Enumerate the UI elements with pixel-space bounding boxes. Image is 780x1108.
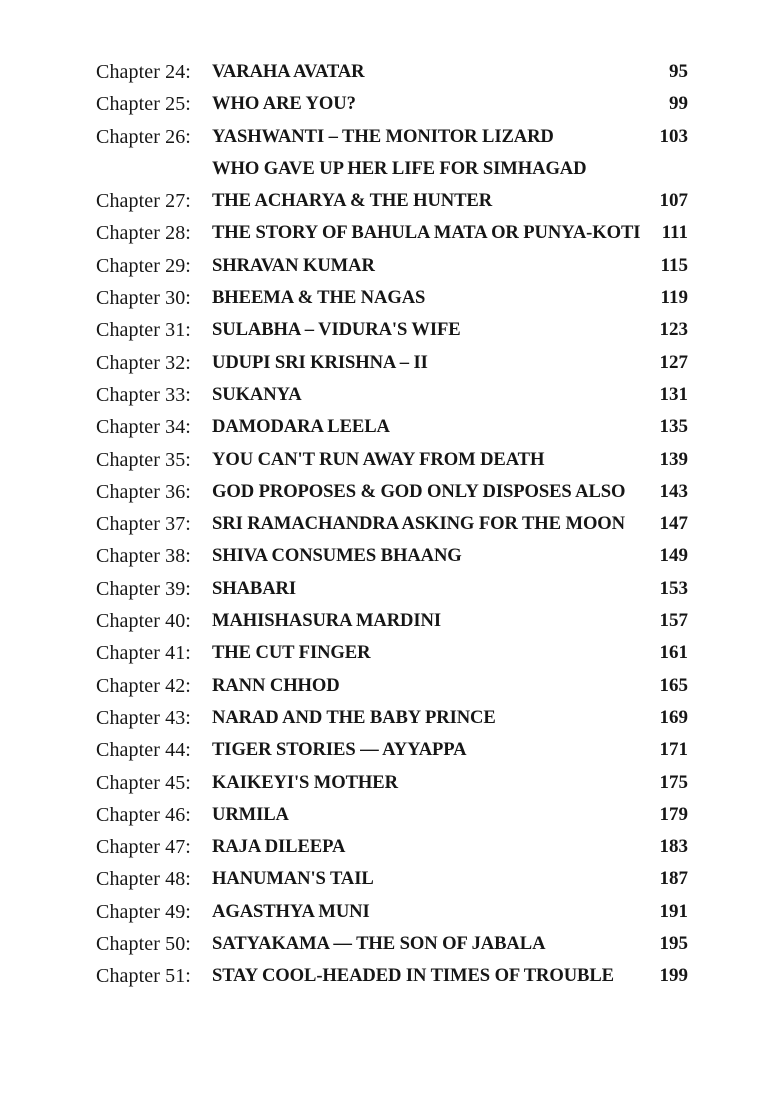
page-number: 107 bbox=[659, 190, 688, 212]
chapter-title bbox=[212, 282, 648, 314]
chapter-title bbox=[212, 314, 648, 346]
chapter-title-line: VARAHA AVATAR bbox=[212, 61, 365, 82]
chapter-title-line: AGASTHYA MUNI bbox=[212, 900, 370, 922]
chapter-label: Chapter 44: bbox=[96, 739, 191, 762]
page-number: 165 bbox=[659, 674, 688, 696]
toc-entry bbox=[96, 670, 688, 702]
page-number: 191 bbox=[659, 900, 688, 922]
chapter-title-line: SHABARI bbox=[212, 577, 297, 599]
chapter-title-line: YOU CAN'T RUN AWAY FROM DEATH bbox=[212, 448, 545, 470]
chapter-label: Chapter 51: bbox=[96, 965, 191, 988]
chapter-label: Chapter 34: bbox=[96, 416, 191, 439]
page-number: 179 bbox=[659, 803, 688, 825]
toc-entry bbox=[96, 928, 688, 960]
chapter-title-line: YASHWANTI – THE MONITOR LIZARD bbox=[212, 125, 554, 147]
page-number: 199 bbox=[659, 965, 688, 987]
page-number: 195 bbox=[659, 933, 688, 955]
chapter-label: Chapter 50: bbox=[96, 933, 191, 956]
chapter-label: Chapter 31: bbox=[96, 319, 191, 342]
toc-entry bbox=[96, 637, 688, 669]
chapter-title bbox=[212, 896, 648, 928]
chapter-title bbox=[212, 379, 648, 411]
toc-entry bbox=[96, 767, 688, 799]
page-number: 187 bbox=[659, 868, 688, 890]
toc-entry bbox=[96, 508, 688, 540]
toc-entry bbox=[96, 702, 688, 734]
chapter-title bbox=[212, 411, 648, 443]
toc-entry bbox=[96, 121, 688, 186]
chapter-title-line: THE STORY OF BAHULA MATA OR PUNYA-KOTI bbox=[212, 222, 641, 244]
page-number: 115 bbox=[660, 254, 688, 276]
chapter-title-line: STAY COOL-HEADED IN TIMES OF TROUBLE bbox=[212, 965, 614, 987]
page-number: 171 bbox=[659, 739, 688, 761]
chapter-label: Chapter 41: bbox=[96, 642, 191, 665]
chapter-title-line: GOD PROPOSES & GOD ONLY DISPOSES ALSO bbox=[212, 480, 626, 502]
page-number: 123 bbox=[659, 319, 688, 341]
toc-entry bbox=[96, 314, 688, 346]
page-number: 119 bbox=[660, 287, 688, 309]
toc-entry bbox=[96, 960, 688, 992]
chapter-title bbox=[212, 734, 648, 766]
page-number: 157 bbox=[659, 610, 688, 632]
chapter-title bbox=[212, 799, 648, 831]
toc-entry bbox=[96, 411, 688, 443]
chapter-label: Chapter 26: bbox=[96, 125, 191, 148]
page-number: 103 bbox=[659, 125, 688, 147]
toc-entry bbox=[96, 896, 688, 928]
chapter-title-line: KAIKEYI'S MOTHER bbox=[212, 771, 398, 793]
chapter-title-line: WHO GAVE UP HER LIFE FOR SIMHAGAD bbox=[212, 157, 587, 179]
chapter-title bbox=[212, 605, 648, 637]
toc-entry bbox=[96, 863, 688, 895]
chapter-title bbox=[212, 831, 648, 863]
chapter-label: Chapter 40: bbox=[96, 610, 191, 633]
chapter-label: Chapter 37: bbox=[96, 513, 191, 536]
chapter-title bbox=[212, 508, 648, 540]
chapter-title bbox=[212, 250, 648, 282]
chapter-title-line: TIGER STORIES — AYYAPPA bbox=[212, 739, 467, 761]
chapter-title bbox=[212, 637, 648, 669]
chapter-title-line: WHO ARE YOU? bbox=[212, 93, 356, 115]
chapter-title-line: THE ACHARYA & THE HUNTER bbox=[212, 190, 493, 212]
page-number: 153 bbox=[659, 577, 688, 599]
chapter-title bbox=[212, 863, 648, 895]
chapter-label: Chapter 39: bbox=[96, 577, 191, 600]
page-number: 95 bbox=[669, 61, 688, 82]
page-number: 99 bbox=[669, 93, 688, 115]
page-number: 143 bbox=[659, 480, 688, 502]
page-number: 149 bbox=[659, 545, 688, 567]
chapter-title bbox=[212, 185, 648, 217]
toc-entry bbox=[96, 540, 688, 572]
chapter-title-line: SATYAKAMA — THE SON OF JABALA bbox=[212, 933, 546, 955]
chapter-label: Chapter 47: bbox=[96, 836, 191, 859]
chapter-label: Chapter 24: bbox=[96, 61, 191, 83]
chapter-label: Chapter 49: bbox=[96, 900, 191, 923]
chapter-title-line: RANN CHHOD bbox=[212, 674, 340, 696]
chapter-label: Chapter 32: bbox=[96, 351, 191, 374]
chapter-label: Chapter 45: bbox=[96, 771, 191, 794]
chapter-label: Chapter 36: bbox=[96, 480, 191, 503]
chapter-title bbox=[212, 573, 648, 605]
toc-entry bbox=[96, 444, 688, 476]
chapter-title bbox=[212, 670, 648, 702]
page-number: 147 bbox=[659, 513, 688, 535]
chapter-title-line: SUKANYA bbox=[212, 383, 302, 405]
page-number: 131 bbox=[659, 383, 688, 405]
page-number: 111 bbox=[661, 222, 688, 244]
chapter-title-line: SULABHA – VIDURA'S WIFE bbox=[212, 319, 461, 341]
chapter-label: Chapter 25: bbox=[96, 93, 191, 116]
toc-entry bbox=[96, 734, 688, 766]
toc-entry bbox=[96, 605, 688, 637]
chapter-label: Chapter 46: bbox=[96, 803, 191, 826]
toc-entry bbox=[96, 347, 688, 379]
chapter-title bbox=[212, 476, 648, 508]
chapter-title-line: BHEEMA & THE NAGAS bbox=[212, 287, 426, 309]
chapter-title bbox=[212, 960, 648, 992]
chapter-title-line: RAJA DILEEPA bbox=[212, 836, 346, 858]
chapter-title bbox=[212, 540, 648, 572]
chapter-title-line: SHRAVAN KUMAR bbox=[212, 254, 375, 276]
chapter-title-line: HANUMAN'S TAIL bbox=[212, 868, 374, 890]
page-number: 139 bbox=[659, 448, 688, 470]
chapter-title bbox=[212, 347, 648, 379]
chapter-label: Chapter 43: bbox=[96, 706, 191, 729]
toc-entry bbox=[96, 379, 688, 411]
toc-entry bbox=[96, 217, 688, 249]
page-number: 135 bbox=[659, 416, 688, 438]
page-number: 127 bbox=[659, 351, 688, 373]
chapter-title-line: THE CUT FINGER bbox=[212, 642, 371, 664]
table-of-contents bbox=[96, 56, 688, 993]
chapter-label: Chapter 33: bbox=[96, 383, 191, 406]
chapter-title bbox=[212, 88, 648, 120]
chapter-label: Chapter 28: bbox=[96, 222, 191, 245]
chapter-label: Chapter 27: bbox=[96, 190, 191, 213]
page-number: 161 bbox=[659, 642, 688, 664]
chapter-title-line: URMILA bbox=[212, 803, 289, 825]
chapter-title bbox=[212, 444, 648, 476]
chapter-title-line: SHIVA CONSUMES BHAANG bbox=[212, 545, 462, 567]
chapter-label: Chapter 48: bbox=[96, 868, 191, 891]
toc-entry bbox=[96, 56, 688, 88]
chapter-title-line: MAHISHASURA MARDINI bbox=[212, 610, 441, 632]
page-number: 183 bbox=[659, 836, 688, 858]
chapter-title bbox=[212, 702, 648, 734]
chapter-label: Chapter 42: bbox=[96, 674, 191, 697]
toc-entry bbox=[96, 185, 688, 217]
chapter-label: Chapter 30: bbox=[96, 287, 191, 310]
toc-entry bbox=[96, 831, 688, 863]
chapter-title bbox=[212, 121, 648, 186]
chapter-title bbox=[212, 217, 648, 249]
chapter-title bbox=[212, 767, 648, 799]
toc-entry bbox=[96, 282, 688, 314]
chapter-label: Chapter 29: bbox=[96, 254, 191, 277]
toc-entry bbox=[96, 476, 688, 508]
chapter-title bbox=[212, 56, 648, 88]
chapter-label: Chapter 38: bbox=[96, 545, 191, 568]
chapter-title-line: SRI RAMACHANDRA ASKING FOR THE MOON bbox=[212, 513, 625, 535]
chapter-title-line: DAMODARA LEELA bbox=[212, 416, 390, 438]
page-number: 175 bbox=[659, 771, 688, 793]
toc-entry bbox=[96, 88, 688, 120]
toc-entry bbox=[96, 250, 688, 282]
toc-entry bbox=[96, 799, 688, 831]
page-number: 169 bbox=[659, 706, 688, 728]
chapter-title-line: NARAD AND THE BABY PRINCE bbox=[212, 706, 496, 728]
chapter-title bbox=[212, 928, 648, 960]
chapter-title-line: UDUPI SRI KRISHNA – II bbox=[212, 351, 428, 373]
chapter-label: Chapter 35: bbox=[96, 448, 191, 471]
toc-entry bbox=[96, 573, 688, 605]
